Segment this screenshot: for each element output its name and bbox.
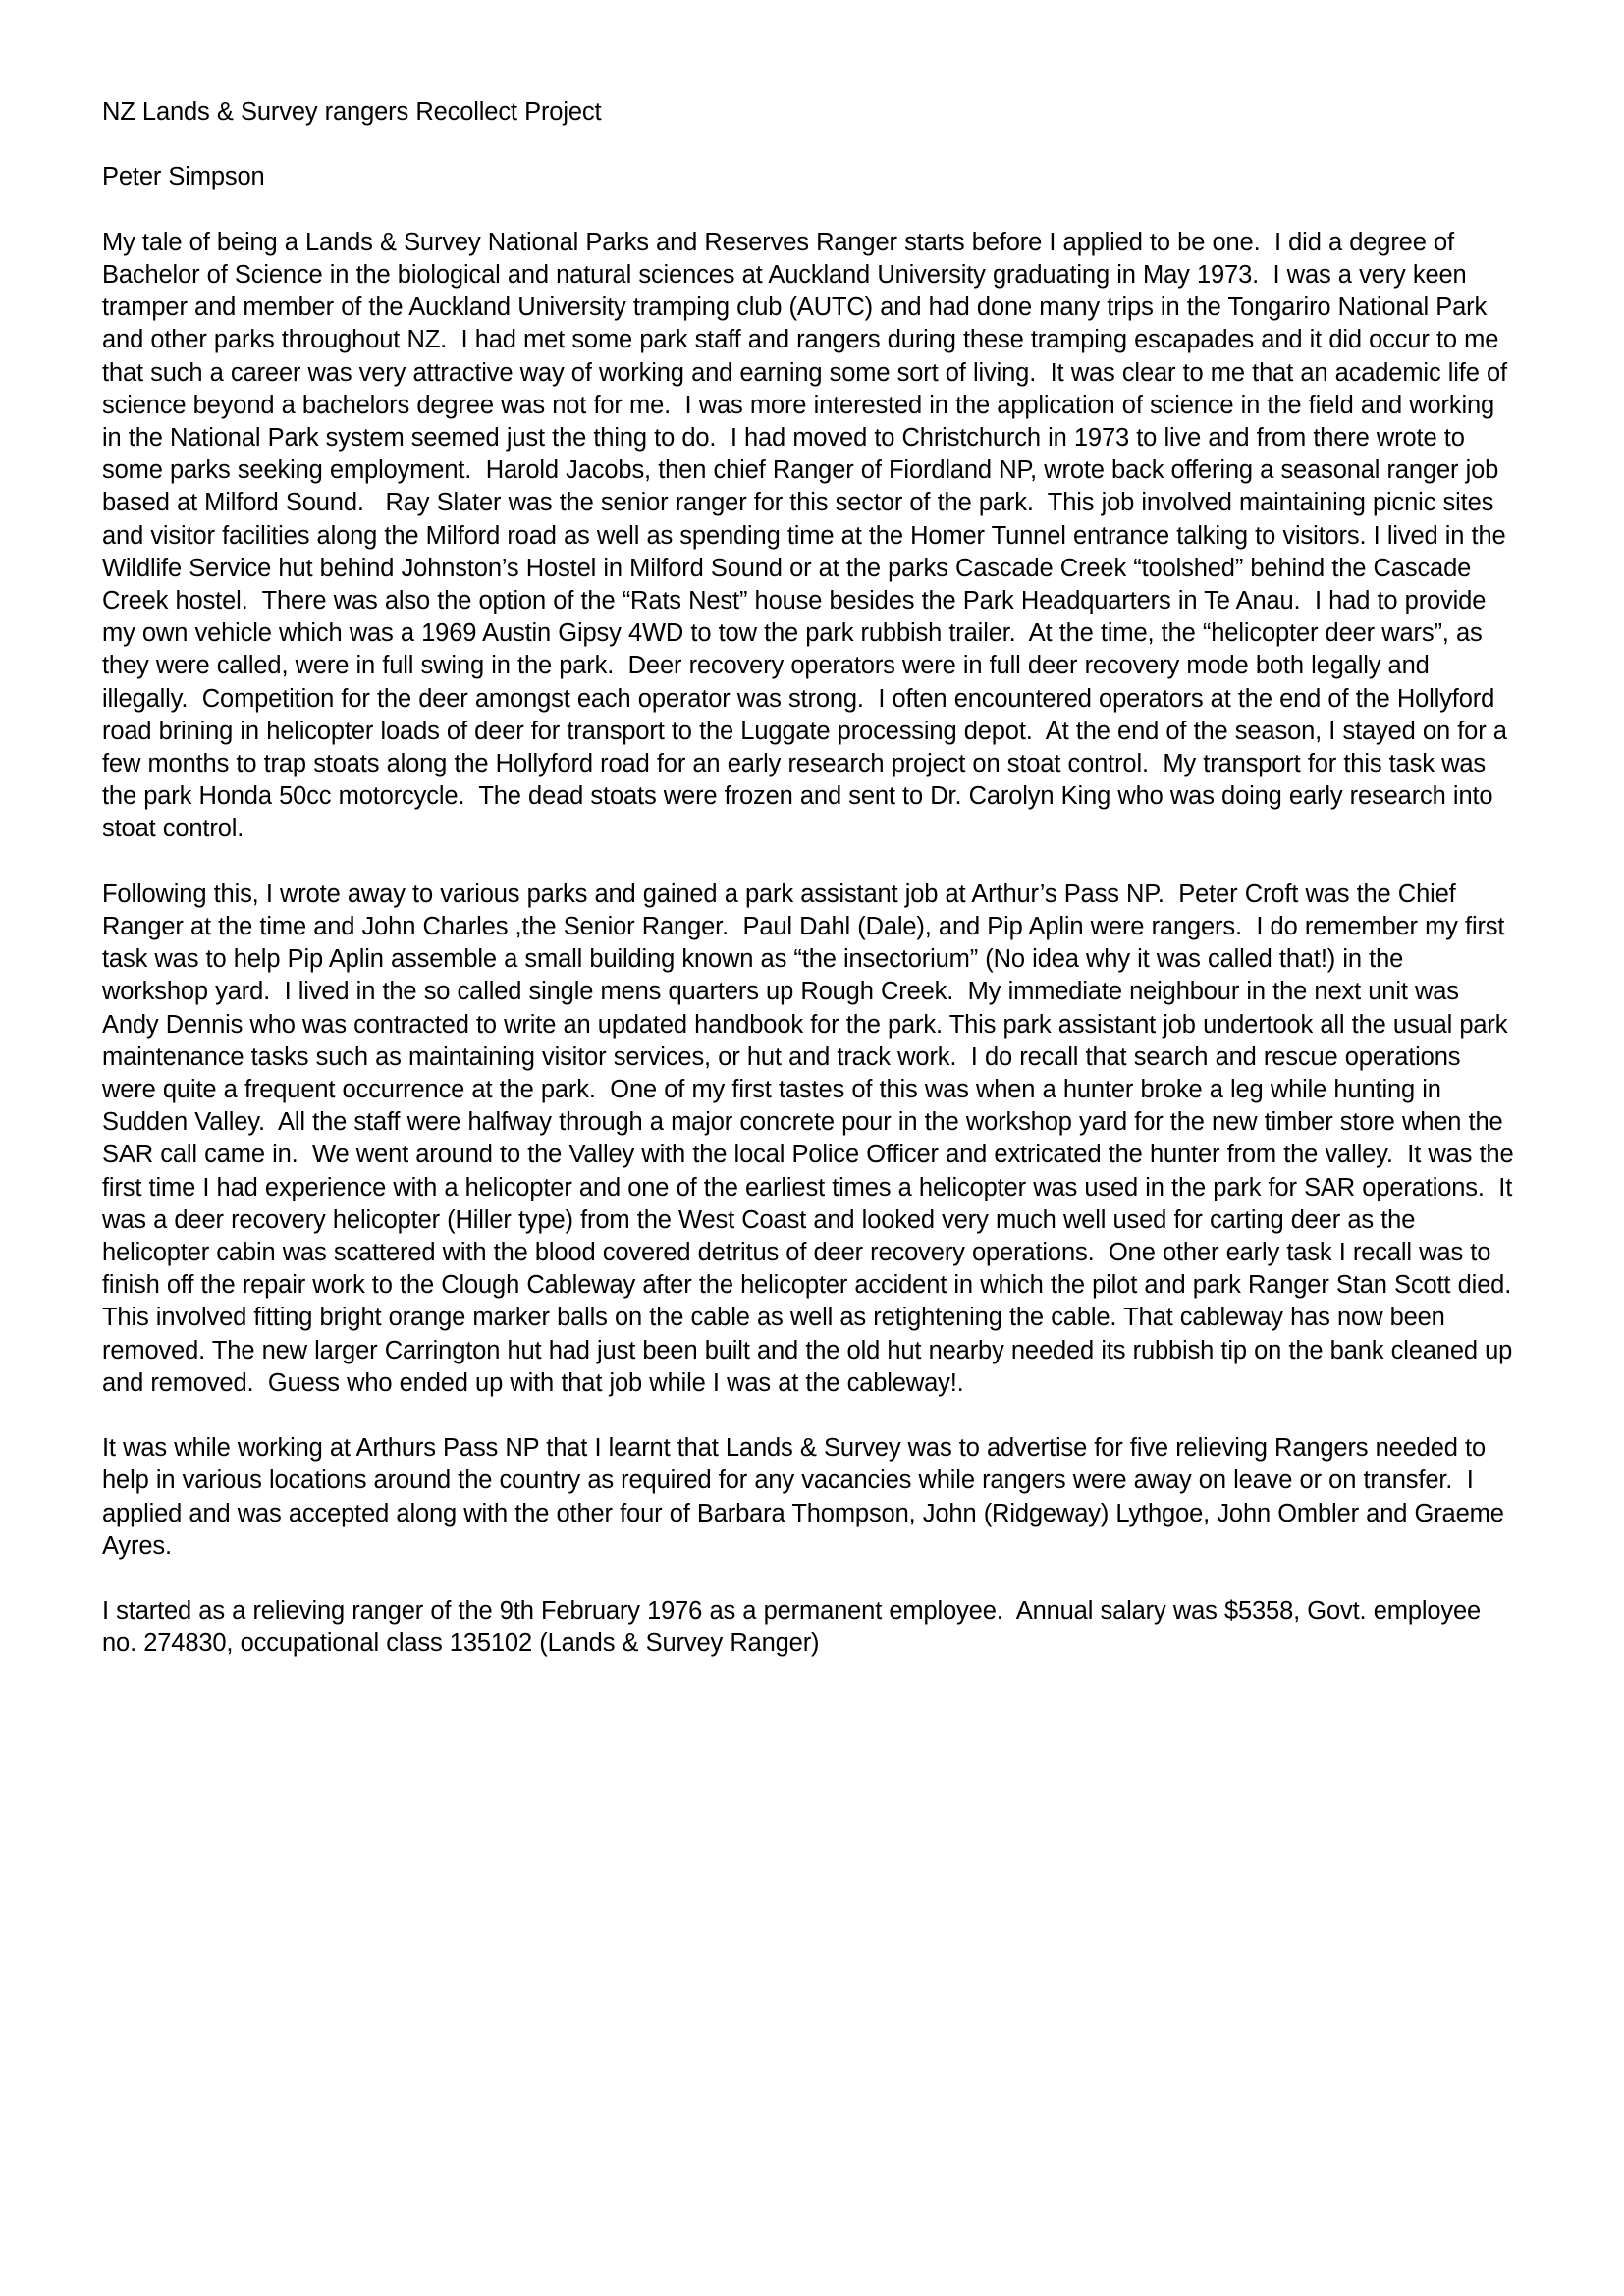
paragraph-3: It was while working at Arthurs Pass NP that I learnt that Lands & Survey was to advertise for five relieving Rangers needed to help in various locations around the country as required for any vacancies while rangers were away on leave or on transfer. I applied and was accepted along with the other four of Barbara Thompson, John (Ridgeway) Lythgoe, John Ombler and Graeme Ayres. <box>102 1434 1510 1560</box>
paragraph-2: Following this, I wrote away to various parks and gained a park assistant job at Arthur’s Pass NP. Peter Croft was the Chief Ranger at the time and John Charles ,the Senior Ranger. Paul Dahl (Dale), and Pip Aplin were rangers. I do remember my first task was to help Pip Aplin assemble a small building known as “the insectorium” (No idea why it was called that!) in the workshop yard. I lived in the so called single mens quarters up Rough Creek. My immediate neighbour in the next unit was Andy Dennis who was contracted to write an updated handbook for the park. This park assistant job undertook all the usual park maintenance tasks such as maintaining visitor services, or hut and track work. I do recall that search and rescue operations were quite a frequent occurrence at the park. One of my first tastes of this was when a hunter broke a leg while hunting in Sudden Valley. All the staff were halfway through a major concrete pour in the workshop yard for the new timber store when the SAR call came in. We went around to the Valley with the local Police Officer and extricated the hunter from the valley. It was the first time I had experience with a helicopter and one of the earliest times a helicopter was used in the park for SAR operations. It was a deer recovery helicopter (Hiller type) from the West Coast and looked very much well used for carting deer as the helicopter cabin was scattered with the blood covered detritus of deer recovery operations. One other early task I recall was to finish off the repair work to the Clough Cableway after the helicopter accident in which the pilot and park Ranger Stan Scott died. This involved fitting bright orange marker balls on the cable as well as retightening the cable. That cableway has now been removed. The new larger Carrington hut had just been built and the old hut nearby needed its rubbish tip on the bank cleaned up and removed. Guess who ended up with that job while I was at the cableway!. <box>102 880 1526 1397</box>
author-name: Peter Simpson <box>102 163 265 191</box>
paragraph-1: My tale of being a Lands & Survey National Parks and Reserves Ranger starts before I applied to be one. I did a degree of Bachelor of Science in the biological and natural sciences at Auckland University graduating in May 1973. I was a very keen tramper and member of the Auckland University tramping club (AUTC) and had done many trips in the Tongariro National Park and other parks throughout NZ. I had met some park staff and rangers during these tramping escapades and it did occur to me that such a career was very attractive way of working and earning some sort of living. It was clear to me that an academic life of science beyond a bachelors degree was not for me. I was more interested in the application of science in the field and working in the National Park system seemed just the thing to do. I had moved to Christchurch in 1973 to live and from there wrote to some parks seeking employment. Harold Jacobs, then chief Ranger of Fiordland NP, wrote back offering a seasonal ranger job based at Milford Sound. Ray Slater was the senior ranger for this sector of the park. This job involved maintaining picnic sites and visitor facilities along the Milford road as well as spending time at the Homer Tunnel entrance talking to visitors. I lived in the Wildlife Service hut behind Johnston’s Hostel in Milford Sound or at the parks Cascade Creek “toolshed” behind the Cascade Creek hostel. There was also the option of the “Rats Nest” house besides the Park Headquarters in Te Anau. I had to provide my own vehicle which was a 1969 Austin Gipsy 4WD to tow the park rubbish trailer. At the time, the “helicopter deer wars”, as they were called, were in full swing in the park. Deer recovery operators were in full deer recovery mode both legally and illegally. Competition for the deer amongst each operator was strong. I often encountered operators at the end of the Hollyford road brining in helicopter loads of deer for transport to the Luggate processing depot. At the end of the season, I stayed on for a few months to trap stoats along the Hollyford road for an early research project on stoat control. My transport for this task was the park Honda 50cc motorcycle. The dead stoats were frozen and sent to Dr. Carolyn King who was doing early research into stoat control. <box>102 228 1515 843</box>
document-title: NZ Lands & Survey rangers Recollect Project <box>102 98 602 126</box>
document-body <box>102 96 1526 1661</box>
paragraph-4: I started as a relieving ranger of the 9th February 1976 as a permanent employee. Annual salary was $5358, Govt. employee no. 274830, occupational class 135102 (Lands & Survey Ranger) <box>102 1597 1489 1658</box>
